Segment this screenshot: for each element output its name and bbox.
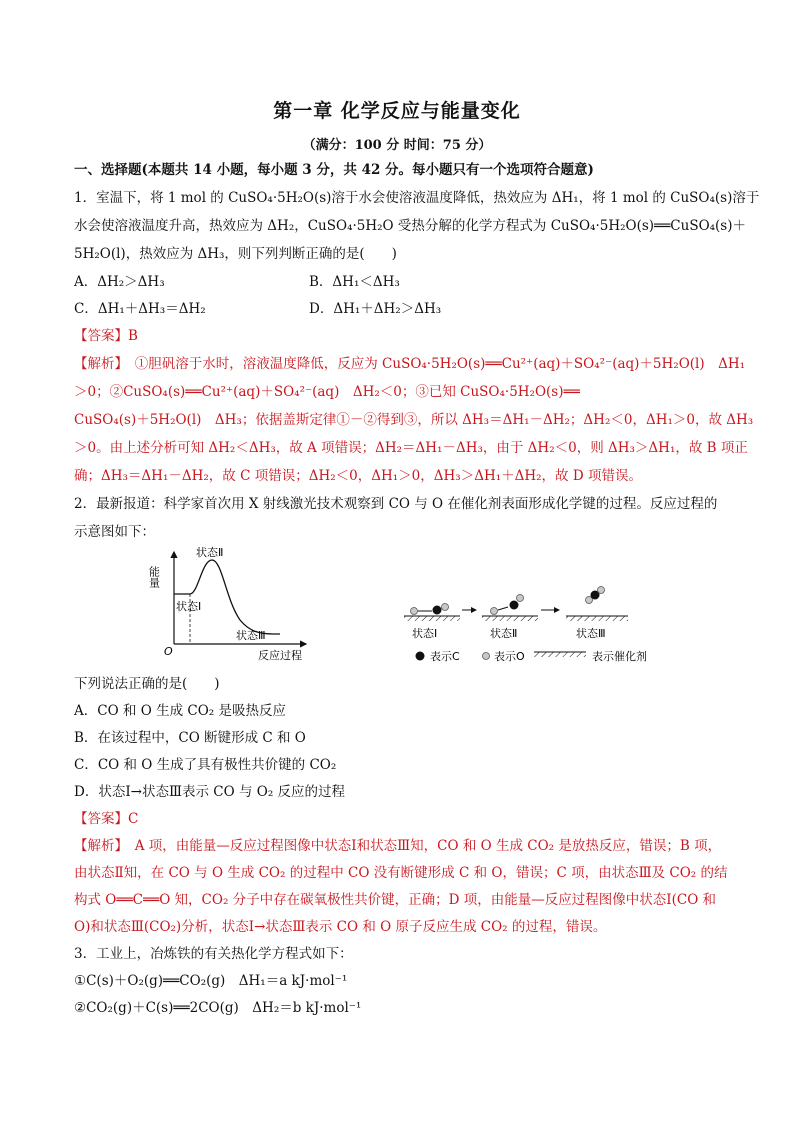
q1-option-b: B．ΔH₁＜ΔH₃ — [309, 274, 400, 290]
q1-explanation-line-3: CuSO₄(s)＋5H₂O(l) ΔH₃；依据盖斯定律①－②得到③，所以 ΔH₃＝ΔH₁－ΔH₂；ΔH₂＜0，ΔH₁＞0，故 ΔH₃ — [74, 412, 754, 428]
o-atom-state1-left — [411, 608, 418, 615]
q2-explanation-line-4: O)和状态Ⅲ(CO₂)分析，状态Ⅰ→状态Ⅲ表示 CO 和 O 原子反应生成 CO₂ 的过程，错误。 — [74, 919, 607, 935]
surface-state2-label: 状态Ⅱ — [490, 627, 518, 640]
state3-label: 状态Ⅲ — [236, 629, 266, 642]
surface-state3-label: 状态Ⅲ — [576, 627, 606, 640]
q1-option-c: C．ΔH₁＋ΔH₃＝ΔH₂ — [74, 301, 206, 317]
state2-label: 状态Ⅱ — [196, 546, 224, 559]
q1-option-a: A．ΔH₂＞ΔH₃ — [74, 274, 165, 290]
x-axis-label: 反应过程 — [258, 649, 302, 662]
q1-stem-line-3: 5H₂O(l)，热效应为 ΔH₃，则下列判断正确的是( ) — [74, 246, 397, 262]
y-axis-label: 能量 — [147, 566, 161, 588]
q2-option-b: B．在该过程中，CO 断键形成 C 和 O — [74, 730, 306, 746]
o-atom-state2-left — [491, 608, 498, 615]
catalyst-hatch-state3 — [566, 616, 628, 621]
q2-explanation-line-3: 构式 O══C══O 知，CO₂ 分子中存在碳氧极性共价键，正确；D 项，由能量—反应过程图像中状态Ⅰ(CO 和 — [74, 892, 717, 908]
legend-catalyst-text: 表示催化剂 — [592, 650, 647, 663]
q1-explanation-line-5: 确；ΔH₃＝ΔH₁－ΔH₂，故 C 项错误；ΔH₂＜0，ΔH₁＞0，ΔH₃＞ΔH₁＋ΔH₂，故 D 项错误。 — [74, 468, 642, 484]
q3-equation-2: ②CO₂(g)＋C(s)══2CO(g) ΔH₂＝b kJ·mol⁻¹ — [74, 1000, 362, 1016]
score-time-info: （满分：100 分 时间：75 分） — [302, 138, 492, 153]
c-atom-state1 — [433, 606, 442, 615]
o-atom-state2 — [517, 595, 524, 602]
q2-explanation-line-1: 【解析】 A 项，由能量—反应过程图像中状态Ⅰ和状态Ⅲ知，CO 和 O 生成 CO₂ 是放热反应，错误；B 项， — [74, 838, 722, 854]
q1-option-d: D．ΔH₁＋ΔH₂＞ΔH₃ — [309, 301, 442, 317]
o-atom-state3-right — [598, 587, 605, 594]
q1-explanation-line-4: ＞0。由上述分析可知 ΔH₂＜ΔH₃，故 A 项错误；ΔH₂＝ΔH₁－ΔH₃，由于 ΔH₂＜0，则 ΔH₃＞ΔH₁，故 B 项正 — [74, 440, 748, 456]
legend-c-symbol — [416, 652, 425, 661]
chapter-title: 第一章 化学反应与能量变化 — [273, 100, 521, 122]
catalyst-surface-diagram — [400, 586, 680, 666]
legend-c-text: 表示C — [430, 650, 460, 663]
origin-label: O — [164, 645, 173, 658]
q2-stem-line-2: 示意图如下： — [74, 524, 155, 540]
energy-profile-diagram — [147, 540, 320, 665]
co-bond-state2 — [498, 607, 508, 610]
q2-stem-line-1: 2．最新报道：科学家首次用 X 射线激光技术观察到 CO 与 O 在催化剂表面形成化学键的过程。反应过程的 — [74, 496, 718, 512]
q1-explanation-line-1: 【解析】 ①胆矾溶于水时，溶液温度降低，反应为 CuSO₄·5H₂O(s)══Cu²⁺(aq)＋SO₄²⁻(aq)＋5H₂O(l) ΔH₁ — [74, 356, 746, 372]
o-atom-state1 — [442, 604, 449, 611]
q2-explanation-line-2: 由状态Ⅱ知，在 CO 与 O 生成 CO₂ 的过程中 CO 没有断键形成 C 和 O，错误；C 项，由状态Ⅲ及 CO₂ 的结 — [74, 865, 728, 881]
legend-o-text: 表示O — [494, 650, 525, 663]
q1-stem-line-2: 水会使溶液温度升高，热效应为 ΔH₂，CuSO₄·5H₂O 受热分解的化学方程式为 CuSO₄·5H₂O(s)══CuSO₄(s)＋ — [74, 218, 747, 234]
q1-explanation-line-2: ＞0；②CuSO₄(s)══Cu²⁺(aq)＋SO₄²⁻(aq) ΔH₂＜0；③已知 CuSO₄·5H₂O(s)══ — [74, 384, 580, 400]
q3-equation-1: ①C(s)＋O₂(g)══CO₂(g) ΔH₁＝a kJ·mol⁻¹ — [74, 973, 348, 989]
q2-option-a: A．CO 和 O 生成 CO₂ 是吸热反应 — [74, 703, 286, 719]
state1-label: 状态Ⅰ — [176, 600, 202, 613]
q2-question: 下列说法正确的是( ) — [74, 676, 220, 692]
q3-stem: 3．工业上，冶炼铁的有关热化学方程式如下： — [74, 946, 353, 962]
q2-answer: 【答案】C — [74, 811, 139, 827]
legend-catalyst-symbol — [534, 652, 586, 657]
legend-o-symbol — [483, 653, 490, 660]
q2-option-c: C．CO 和 O 生成了具有极性共价键的 CO₂ — [74, 757, 337, 773]
surface-state1-label: 状态Ⅰ — [412, 627, 438, 640]
catalyst-hatch-state2 — [482, 616, 538, 621]
catalyst-hatch-state1 — [404, 616, 460, 621]
q1-stem-line-1: 1．室温下，将 1 mol 的 CuSO₄·5H₂O(s)溶于水会使溶液温度降低，热效应为 ΔH₁，将 1 mol 的 CuSO₄(s)溶于 — [74, 190, 760, 206]
q1-answer: 【答案】B — [74, 328, 138, 344]
q2-option-d: D．状态Ⅰ→状态Ⅲ表示 CO 与 O₂ 反应的过程 — [74, 784, 346, 800]
c-atom-state2 — [510, 601, 519, 610]
section-heading: 一、选择题(本题共 14 小题，每小题 3 分，共 42 分。每小题只有一个选项符合题意) — [74, 162, 594, 178]
